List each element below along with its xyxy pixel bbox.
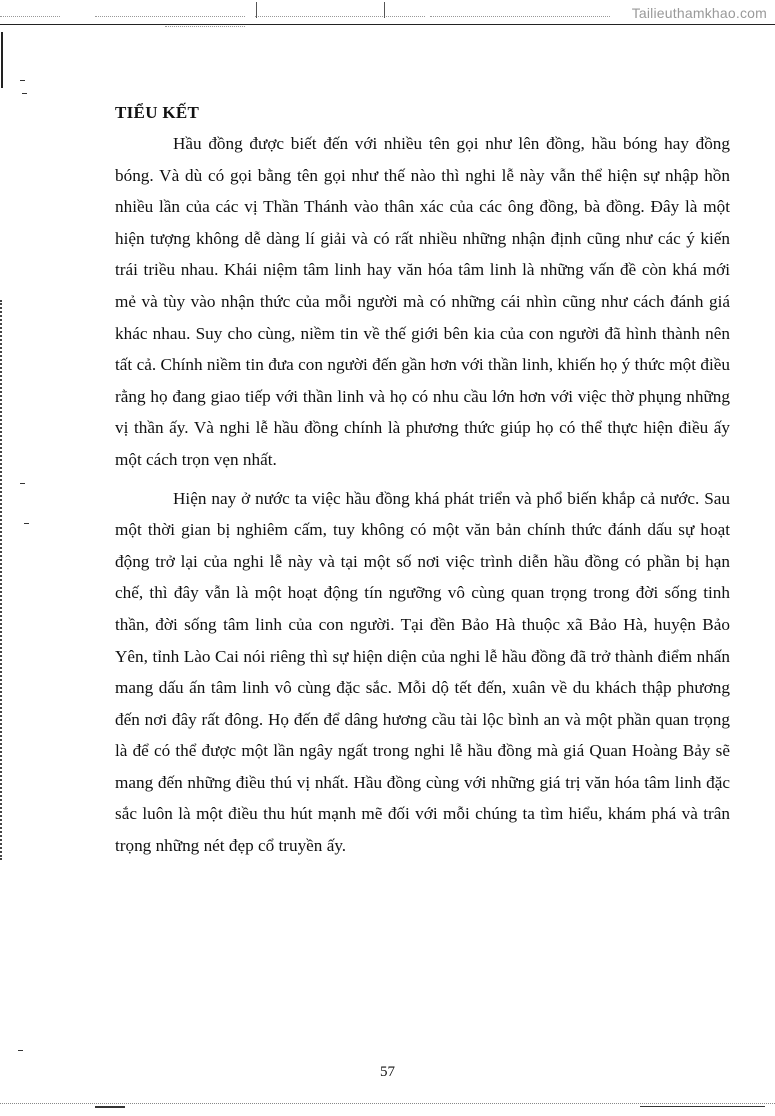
margin-tick	[22, 93, 27, 94]
scan-artifact	[430, 4, 610, 17]
margin-tick	[18, 1050, 23, 1051]
scan-bracket	[384, 2, 386, 18]
paragraph-text: Hiện nay ở nước ta việc hầu đồng khá phát triển và phổ biến khắp cả nước. Sau một thời gian bị nghiêm cấm, tuy không có một văn bản chính thức đánh dấu sự hoạt động trở lại của nghi lễ này và tại một số nơi việc trình diễn hầu đồng có phần bị hạn chế, thì đây vẫn là một hoạt động tín ngưỡng vô cùng quan trọng trong đời sống tinh thần, đời sống tâm linh của con người. Tại đền Bảo Hà thuộc xã Bảo Hà, huyện Bảo Yên, tỉnh Lào Cai nói riêng thì sự hiện diện của nghi lễ hầu đồng đã trở thành điểm nhấn mang dấu ấn tâm linh vô cùng đặc sắc. Mỗi dộ tết đến, xuân về du khách thập phương đến nơi đây rất đông. Họ đến để dâng hương cầu tài lộc bình an và một phần quan trọng là để có thể được một lần ngây ngất trong nghi lễ hầu đồng mà giá Quan Hoàng Bảy sẽ mang đến những điều thú vị nhất. Hầu đồng cùng với những giá trị văn hóa tâm linh đặc sắc luôn là một điều thu hút mạnh mẽ đối với mỗi chúng ta tìm hiểu, khám phá và trân trọng những nét đẹp cổ truyền ấy.	[115, 488, 730, 856]
document-page	[115, 98, 730, 862]
paragraph-2	[115, 483, 730, 862]
watermark: Tailieuthamkhao.com	[631, 5, 767, 21]
page-number: 57	[380, 1064, 395, 1080]
margin-tick	[20, 80, 25, 81]
left-margin-scan-marks	[0, 300, 6, 860]
scan-artifact	[165, 14, 245, 27]
scan-bracket	[256, 2, 258, 18]
top-rule	[0, 24, 775, 25]
section-heading: TIỂU KẾT	[115, 103, 200, 122]
paragraph-1	[115, 128, 730, 476]
scan-artifact	[0, 4, 60, 17]
scan-artifact	[255, 4, 425, 17]
margin-tick	[20, 483, 25, 484]
left-margin-bar	[1, 32, 3, 88]
scan-artifact	[640, 1106, 765, 1107]
paragraph-text: Hầu đồng được biết đến với nhiều tên gọi như lên đồng, hầu bóng hay đồng bóng. Và dù có gọi bằng tên gọi như thế nào thì nghi lễ này vẫn thể hiện sự nhập hồn nhiều lần của các vị Thần Thánh vào thân xác của các ông đồng, bà đồng. Đây là một hiện tượng không dễ dàng lí giải và có rất nhiều những nhận định cũng như các ý kiến trái triều nhau. Khái niệm tâm linh hay văn hóa tâm linh là những vấn đề còn khá mới mẻ và tùy vào nhận thức của mỗi người mà có những cái nhìn cũng như cách đánh giá khác nhau. Suy cho cùng, niềm tin về thế giới bên kia của con người đã hình thành nên tất cả. Chính niềm tin đưa con người đến gần hơn với thần linh, khiến họ ý thức một điều rằng họ đang giao tiếp với thần linh và họ có nhu cầu lớn hơn với việc thờ phụng những vị thần ấy. Và nghi lễ hầu đồng chính là phương thức giúp họ có thể thực hiện điều ấy một cách trọn vẹn nhất.	[115, 134, 730, 469]
margin-tick	[24, 523, 29, 524]
scan-artifact	[95, 1106, 125, 1108]
